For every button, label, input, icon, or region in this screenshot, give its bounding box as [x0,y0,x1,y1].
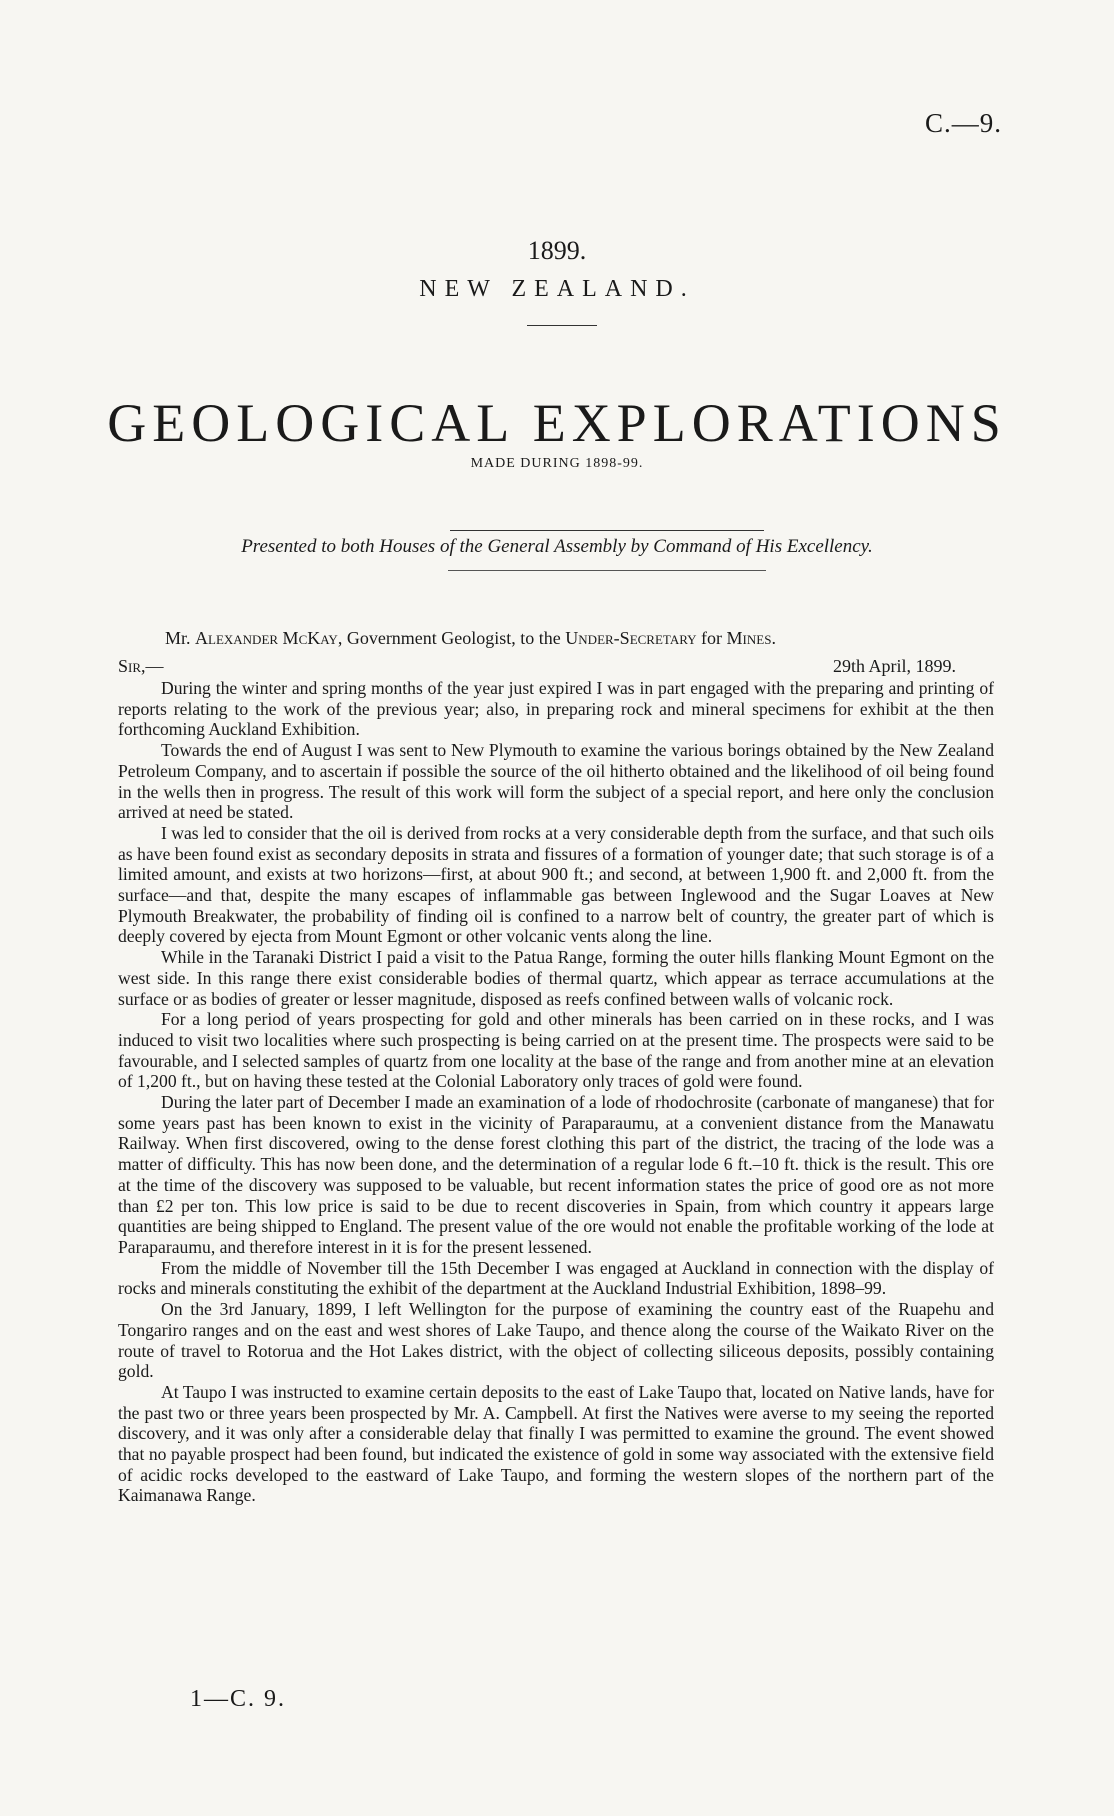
paragraph: On the 3rd January, 1899, I left Wellington for the purpose of examining the country east of the Ruapehu and Tongariro ranges and on the east and west shores of Lake Taupo, and thence along the course of the Waikato River on the route of travel to Rotorua and the Hot Lakes district, with the object of collecting siliceous deposits, possibly containing gold. [118,1299,994,1382]
divider-under-presented [448,570,766,571]
recipient-for: for [701,628,723,648]
document-reference: C.—9. [924,108,1002,138]
document-country: NEW ZEALAND. [419,276,695,302]
divider-short [527,325,597,326]
paragraph: From the middle of November till the 15th December I was engaged at Auckland in connection with the display of rocks and minerals constituting the exhibit of the department at the Auckland Industrial Exhibition, 1898–99. [118,1257,994,1299]
address-prefix: Mr. [165,628,191,648]
paragraph: Towards the end of August I was sent to New Plymouth to examine the various borings obtained by the New Zealand Petroleum Company, and to ascertain if possible the source of the oil hitherto obtained and the likelihood of oil being found in the wells then in progress. The result of this work will form the subject of a special report, and here only the conclusion arrived at need be stated. [118,740,994,823]
recipient-name: Under-Secretary [565,628,697,648]
letter-body [118,678,994,1506]
recipient-department: Mines [726,628,772,648]
paragraph: For a long period of years prospecting for gold and other minerals has been carried on in these rocks, and I was induced to visit two localities where such prospecting is being carried on at the present time. The prospects were said to be favourable, and I selected samples of quartz from one locality at the base of the range and from another mine at an elevation of 1,200 ft., but on having these tested at the Colonial Laboratory only traces of gold were found. [118,1009,994,1092]
paragraph: At Taupo I was instructed to examine certain deposits to the east of Lake Taupo that, located on Native lands, have for the past two or three years been prospected by Mr. A. Campbell. At first the Natives were averse to my seeing the reported discovery, and it was only after a considerable delay that finally I was permitted to examine the ground. The event showed that no payable prospect had been found, but indicated the existence of gold in some way associated with the extensive field of acidic rocks developed to the eastward of Lake Taupo, and forming the western slopes of the northern part of the Kaimanawa Range. [118,1381,994,1506]
sheet-number: 1—C. 9. [190,1686,287,1712]
divider-long [450,530,764,531]
document-subtitle: MADE DURING 1898-99. [470,456,644,471]
salutation: Sir,— [118,656,164,676]
document-year: 1899. [527,236,587,265]
letter-address: Mr. Alexander McKay, Government Geologist, to the Under-Secretary for Mines. [165,628,776,648]
document-title: GEOLOGICAL EXPLORATIONS [107,393,1007,453]
letter-date: 29th April, 1899. [833,656,957,676]
paragraph: During the later part of December I made an examination of a lode of rhodochrosite (carbonate of manganese) that for some years past has been known to exist in the vicinity of Paraparaumu, at a convenient distance from the Manawatu Railway. When first discovered, owing to the dense forest clothing this part of the district, the tracing of the lode was a matter of difficulty. This has now been done, and the determination of a regular lode 6 ft.–10 ft. thick is the result. This ore at the time of the discovery was supposed to be valuable, but recent information states the price of good ore as not more than £2 per ton. This low price is said to be due to recent discoveries in Spain, from which country it appears large quantities are being shipped to England. The present value of the ore would not enable the profitable working of the lode at Paraparaumu, and therefore interest in it is for the present lessened. [118,1092,994,1257]
paragraph: I was led to consider that the oil is derived from rocks at a very considerable depth from the surface, and that such oils as have been found exist as secondary deposits in strata and fissures of a formation of younger date; that such storage is of a limited amount, and exists at two horizons—first, at about 900 ft.; and second, at between 1,900 ft. and 2,000 ft. from the surface—and that, despite the many escapes of inflammable gas between Inglewood and the Sugar Loaves at New Plymouth Breakwater, the probability of finding oil is confined to a narrow belt of country, the greater part of which is deeply covered by ejecta from Mount Egmont or other volcanic vents along the line. [118,822,994,947]
author-name: Alexander McKay [195,628,338,648]
paragraph: While in the Taranaki District I paid a visit to the Patua Range, forming the outer hills flanking Mount Egmont on the west side. In this range there exist considerable bodies of thermal quartz, which appear as terrace accumulations at the surface or as bodies of greater or lesser magnitude, disposed as reefs confined between walls of volcanic rock. [118,947,994,1009]
paragraph: During the winter and spring months of the year just expired I was in part engaged with the preparing and printing of reports relating to the work of the previous year; also, in preparing rock and mineral specimens for exhibit at the then forthcoming Auckland Exhibition. [118,678,994,740]
author-title: , Government Geologist, to the [337,628,561,648]
presented-line: Presented to both Houses of the General Assembly by Command of His Excellency. [241,536,873,557]
